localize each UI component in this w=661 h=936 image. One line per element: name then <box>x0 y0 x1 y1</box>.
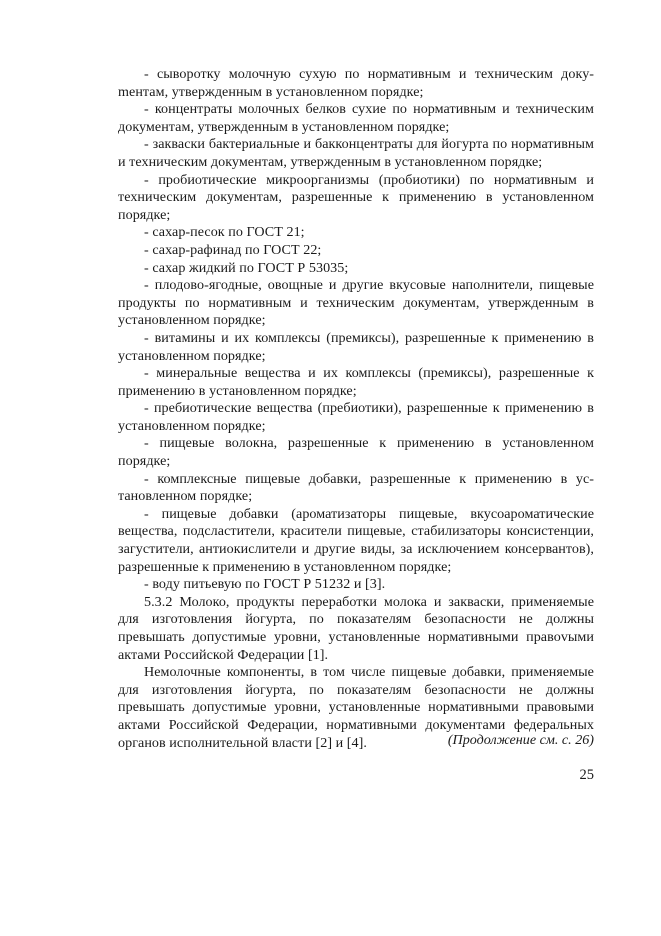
list-item-starter-cultures: - закваски бактериальные и бакконцентраты для йогурта по нормативным и техническим документам, утвержденным в установленном порядке; <box>118 136 594 170</box>
list-item-drinking-water: - воду питьевую по ГОСТ Р 51232 и [3]. <box>144 576 386 593</box>
list-item-liquid-sugar: - сахар жидкий по ГОСТ Р 53035; <box>144 259 349 276</box>
list-item-milk-protein-concentrates: - концентраты молочных белков сухие по нормативным и техническим документам, утвержденным в установленном порядке; <box>118 101 594 135</box>
paragraph-non-dairy-components: Немолочные компоненты, в том числе пищевые добавки, применяемые для изготовления йогурта, по показателям безопасности не должны превышать допустимые уровни, установленные нормативными правовыми актами Российской Федерации, нормативными документами федеральных органов исполнительной власти [2] и [4]. <box>118 664 594 751</box>
list-item-prebiotics: - пребиотические вещества (пребиотики), разрешенные к применению в установленном порядке; <box>118 400 594 434</box>
list-item-refined-sugar: - сахар-рафинад по ГОСТ 22; <box>144 241 322 258</box>
list-item-minerals: - минеральные вещества и их комплексы (премиксы), разрешенные к применению в установленном порядке; <box>118 365 594 399</box>
list-item-complex-additives: - комплексные пищевые добавки, разрешенные к применению в установленном порядке; <box>118 470 594 505</box>
list-item-food-additives: - пищевые добавки (ароматизаторы пищевые, вкусоароматические вещества, подсластители, красители пищевые, стабилизаторы консистенции, загустители, антиокислители и другие виды, за исключением консервантов), разрешенные к применению в установленном порядке; <box>118 505 594 575</box>
page-number: 25 <box>579 767 594 783</box>
list-item-whey-powder: - сыворотку молочную сухую по нормативным и техническим докуmентам, утвержденным в установленном порядке; <box>118 66 594 100</box>
list-item-vitamins: - витамины и их комплексы (премиксы), разрешенные к применению в установленном порядке; <box>118 329 594 364</box>
list-item-dietary-fibers: - пищевые волокна, разрешенные к применению в установленном порядке; <box>118 435 594 470</box>
body-text <box>118 66 594 752</box>
list-item-granulated-sugar: - сахар-песок по ГОСТ 21; <box>144 224 305 241</box>
continuation-note: (Продолжение см. с. 26) <box>447 732 594 748</box>
clause-5-3-2: 5.3.2 Молоко, продукты переработки молока и закваски, применяемые для изготовления йогурта, по показателям безопасности не должны превышать допустимые уровни, установленные нормативными правоvыми актами Российской Федерации [1]. <box>118 593 594 663</box>
list-item-fillers: - плодово-ягодные, овощные и другие вкусовые наполнители, пищевые продукты по нормативным и техническим документам, утвержденным в установленном порядке; <box>118 277 594 329</box>
list-item-probiotics: - пробиотические микроорганизмы (пробиотики) по нормативным и техническим документам, разрешенные к применению в установленном порядке; <box>118 171 594 223</box>
